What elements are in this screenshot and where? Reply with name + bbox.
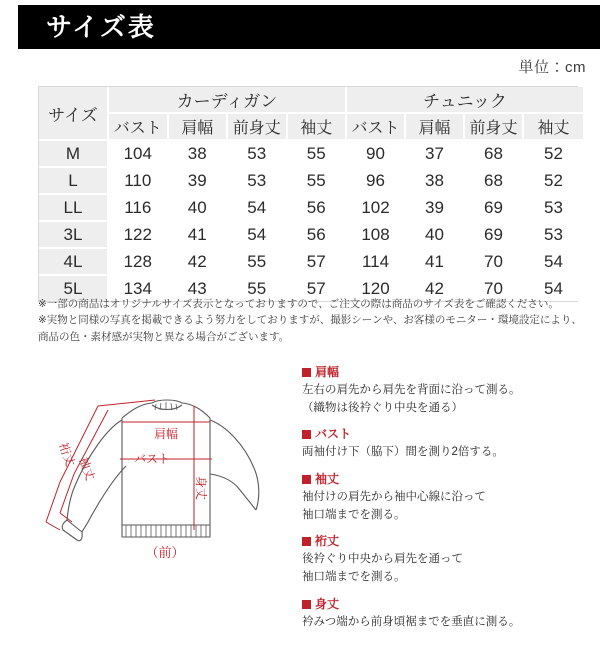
table-row <box>39 249 583 276</box>
column-header-cardigan-frontlength: 前身丈 <box>228 114 288 141</box>
page-title-bar <box>18 5 600 49</box>
cell-measurement: 69 <box>465 195 524 222</box>
table-sub-header-row <box>39 114 583 141</box>
column-header-cardigan-sleeve: 袖丈 <box>288 114 348 141</box>
cell-size: L <box>39 168 109 195</box>
size-table-body <box>39 141 583 301</box>
cell-measurement: 55 <box>288 168 348 195</box>
instruction-body <box>302 489 592 525</box>
instruction-heading-label: バスト <box>315 427 352 442</box>
disclaimer-notes <box>38 296 586 345</box>
instruction-body <box>302 551 592 587</box>
disclaimer-note-1: ※一部の商品はオリジナルサイズ表示となっておりますので、ご注文の際は商品のサイズ表をご確認ください。 <box>38 298 559 310</box>
instruction-heading-label: 肩幅 <box>315 365 340 379</box>
cell-measurement: 53 <box>524 195 583 222</box>
diagram-label-yuki-length: 裄丈 <box>56 440 78 469</box>
garment-diagram-svg <box>30 370 300 570</box>
cell-measurement: 55 <box>228 276 288 301</box>
cell-measurement: 54 <box>524 249 583 276</box>
cell-measurement: 122 <box>109 222 169 249</box>
cell-size: 4L <box>39 249 109 276</box>
cell-measurement: 52 <box>524 168 583 195</box>
instruction-block <box>302 596 592 632</box>
cell-size: LL <box>39 195 109 222</box>
cell-size: 5L <box>39 276 109 301</box>
cell-measurement: 56 <box>288 222 348 249</box>
instruction-line: 袖付けの肩先から袖中心線に沿って <box>302 490 486 503</box>
cell-measurement: 41 <box>406 249 465 276</box>
square-bullet-icon <box>302 537 311 546</box>
instruction-body <box>302 382 592 418</box>
instruction-line: 後衿ぐり中央から肩先を通って <box>302 553 463 566</box>
cell-measurement: 42 <box>169 249 229 276</box>
cell-measurement: 57 <box>288 276 348 301</box>
table-row <box>39 168 583 195</box>
table-row <box>39 222 583 249</box>
garment-diagram <box>30 370 300 570</box>
cell-measurement: 120 <box>347 276 406 301</box>
instruction-line: 左右の肩先から肩先を背面に沿って測る。 <box>302 383 521 396</box>
cell-measurement: 57 <box>288 249 348 276</box>
cell-measurement: 54 <box>228 222 288 249</box>
cell-measurement: 40 <box>169 195 229 222</box>
instruction-heading <box>302 364 592 381</box>
cell-measurement: 68 <box>465 141 524 168</box>
cell-size: M <box>39 141 109 168</box>
column-header-tunic-bust: バスト <box>347 114 406 141</box>
unit-label: 単位：cm <box>518 59 586 76</box>
measurement-guide-section <box>0 360 600 660</box>
instruction-body <box>302 444 592 462</box>
instruction-heading <box>302 596 592 613</box>
cell-measurement: 42 <box>406 276 465 301</box>
cell-measurement: 96 <box>347 168 406 195</box>
diagram-caption: （前） <box>145 545 185 560</box>
cell-measurement: 104 <box>109 141 169 168</box>
column-header-size: サイズ <box>39 87 109 141</box>
cell-measurement: 56 <box>288 195 348 222</box>
instruction-heading <box>302 426 592 443</box>
column-header-tunic-frontlength: 前身丈 <box>465 114 524 141</box>
table-row <box>39 141 583 168</box>
square-bullet-icon <box>302 368 311 377</box>
cell-measurement: 69 <box>465 222 524 249</box>
instruction-heading-label: 身丈 <box>315 596 340 611</box>
cell-measurement: 70 <box>465 249 524 276</box>
instruction-line: 衿みつ端から前身頃裾までを垂直に測る。 <box>302 615 521 628</box>
instruction-block <box>302 471 592 524</box>
instruction-heading <box>302 533 592 550</box>
cell-measurement: 37 <box>406 141 465 168</box>
instruction-line: 両袖付け下（脇下）間を測り2倍する。 <box>302 446 504 459</box>
cell-measurement: 102 <box>347 195 406 222</box>
column-header-tunic-sleeve: 袖丈 <box>524 114 583 141</box>
size-table-head <box>39 87 583 141</box>
cell-measurement: 70 <box>465 276 524 301</box>
cell-measurement: 54 <box>524 276 583 301</box>
cell-measurement: 53 <box>228 141 288 168</box>
column-header-cardigan-shoulder: 肩幅 <box>169 114 229 141</box>
cell-measurement: 40 <box>406 222 465 249</box>
square-bullet-icon <box>302 430 311 439</box>
cell-measurement: 55 <box>288 141 348 168</box>
group-header-tunic: チュニック <box>347 87 583 114</box>
cell-measurement: 134 <box>109 276 169 301</box>
diagram-label-sleeve-length: 袖丈 <box>76 454 98 483</box>
cell-size: 3L <box>39 222 109 249</box>
column-header-tunic-shoulder: 肩幅 <box>406 114 465 141</box>
cell-measurement: 53 <box>524 222 583 249</box>
cell-measurement: 108 <box>347 222 406 249</box>
cell-measurement: 90 <box>347 141 406 168</box>
diagram-label-bust: バスト <box>133 452 171 466</box>
disclaimer-note-2: ※実物と同様の写真を掲載できるよう努力をしておりますが、撮影シーンや、お客様のモニター・環境設定により、商品の色・素材感が実物と異なる場合がございます。 <box>38 314 582 343</box>
group-header-cardigan: カーディガン <box>109 87 347 114</box>
cell-measurement: 38 <box>169 141 229 168</box>
cell-measurement: 43 <box>169 276 229 301</box>
cell-measurement: 39 <box>169 168 229 195</box>
instruction-line: 袖口端までを測る。 <box>302 571 406 584</box>
cell-measurement: 68 <box>465 168 524 195</box>
size-table-container <box>38 86 578 302</box>
instruction-line: 袖口端までを測る。 <box>302 508 406 521</box>
diagram-label-body-length: 身丈 <box>194 475 208 501</box>
table-group-header-row <box>39 87 583 114</box>
instruction-heading-label: 裄丈 <box>315 534 340 549</box>
square-bullet-icon <box>302 475 311 484</box>
column-header-cardigan-bust: バスト <box>109 114 169 141</box>
cell-measurement: 52 <box>524 141 583 168</box>
cell-measurement: 54 <box>228 195 288 222</box>
cell-measurement: 55 <box>228 249 288 276</box>
diagram-label-shoulder: 肩幅 <box>153 427 179 441</box>
cell-measurement: 110 <box>109 168 169 195</box>
instruction-line: （織物は後衿ぐり中央を通る） <box>302 401 463 414</box>
instruction-block <box>302 364 592 417</box>
page-title: サイズ表 <box>46 12 156 42</box>
cell-measurement: 53 <box>228 168 288 195</box>
cell-measurement: 114 <box>347 249 406 276</box>
instruction-body <box>302 614 592 632</box>
square-bullet-icon <box>302 600 311 609</box>
instruction-heading-label: 袖丈 <box>315 472 340 487</box>
instruction-block <box>302 533 592 586</box>
measurement-instructions <box>302 364 592 640</box>
table-row <box>39 195 583 222</box>
cell-measurement: 116 <box>109 195 169 222</box>
instruction-heading <box>302 471 592 488</box>
cell-measurement: 39 <box>406 195 465 222</box>
instruction-block <box>302 426 592 462</box>
cell-measurement: 38 <box>406 168 465 195</box>
cell-measurement: 41 <box>169 222 229 249</box>
size-table <box>39 87 583 301</box>
cell-measurement: 128 <box>109 249 169 276</box>
